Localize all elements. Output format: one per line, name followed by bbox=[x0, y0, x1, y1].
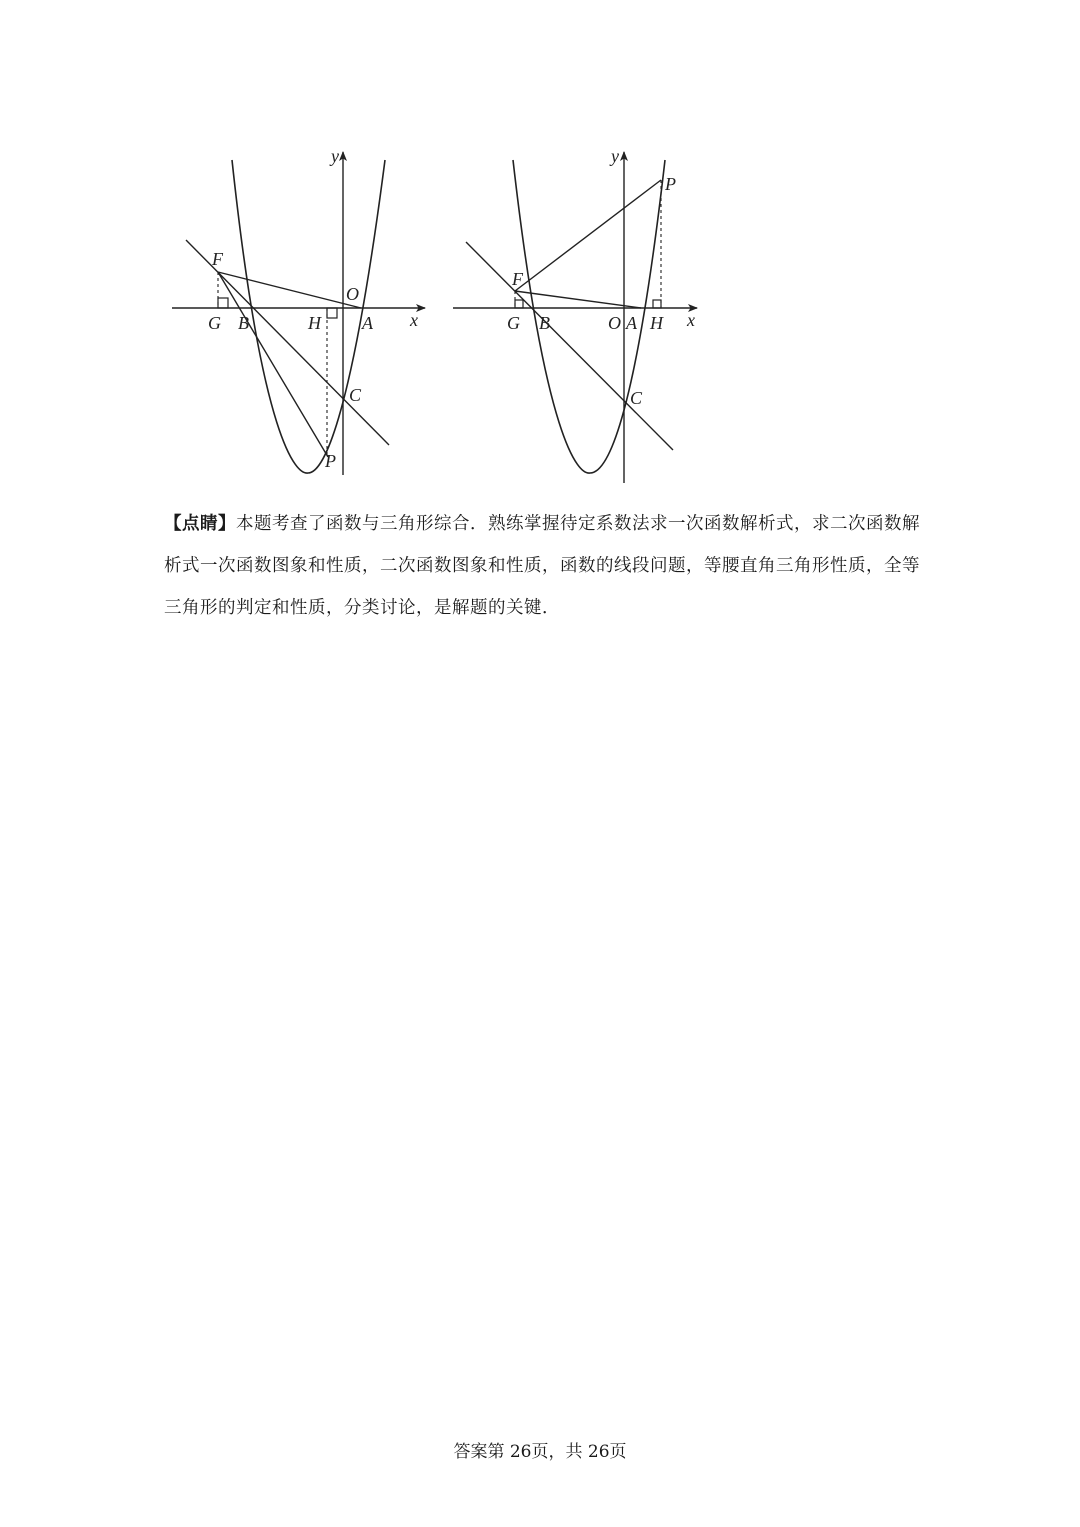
right-figure bbox=[453, 146, 697, 483]
left-figure bbox=[172, 146, 425, 475]
commentary-tag: 【点睛】 bbox=[164, 514, 236, 534]
left-label-y: y bbox=[331, 146, 339, 166]
right-label-h: H bbox=[650, 313, 663, 333]
right-label-a: A bbox=[626, 313, 637, 333]
page-footer: 答案第 26页，共 26页 bbox=[453, 1442, 627, 1462]
left-right-angle-g bbox=[218, 298, 228, 308]
left-label-b: B bbox=[238, 313, 249, 333]
right-label-c: C bbox=[630, 388, 643, 408]
geometry-figures bbox=[150, 140, 730, 490]
left-segment-fa bbox=[218, 272, 361, 308]
right-line-bc bbox=[466, 242, 673, 450]
left-right-angle-h bbox=[327, 308, 337, 318]
left-label-f: F bbox=[212, 249, 223, 269]
figures-svg bbox=[150, 140, 730, 490]
commentary-paragraph bbox=[164, 503, 924, 629]
right-label-b: B bbox=[539, 313, 550, 333]
left-label-o: O bbox=[346, 284, 359, 304]
right-parabola bbox=[513, 160, 665, 473]
left-label-g: G bbox=[208, 313, 221, 333]
left-label-a: A bbox=[362, 313, 373, 333]
left-label-p: P bbox=[325, 451, 336, 471]
right-right-angle-g bbox=[515, 300, 523, 308]
commentary-text: 本题考查了函数与三角形综合．熟练掌握待定系数法求一次函数解析式，求二次函数解析式一次函数图象和性质，二次函数图象和性质，函数的线段问题，等腰直角三角形性质，全等三角形的判定和性质，分类讨论，是解题的关键． bbox=[164, 514, 920, 618]
left-label-c: C bbox=[349, 385, 362, 405]
right-label-p: P bbox=[665, 174, 676, 194]
left-label-x: x bbox=[410, 310, 418, 330]
right-right-angle-h bbox=[653, 300, 661, 308]
left-line-bc bbox=[186, 240, 389, 445]
right-segment-fp bbox=[515, 180, 661, 291]
left-label-h: H bbox=[308, 313, 321, 333]
right-label-g: G bbox=[507, 313, 520, 333]
right-label-o: O bbox=[608, 313, 621, 333]
right-segment-fa bbox=[515, 291, 641, 308]
right-label-y: y bbox=[611, 146, 619, 166]
right-label-x: x bbox=[687, 310, 695, 330]
right-label-f: F bbox=[512, 269, 523, 289]
left-segment-fp bbox=[218, 272, 328, 457]
